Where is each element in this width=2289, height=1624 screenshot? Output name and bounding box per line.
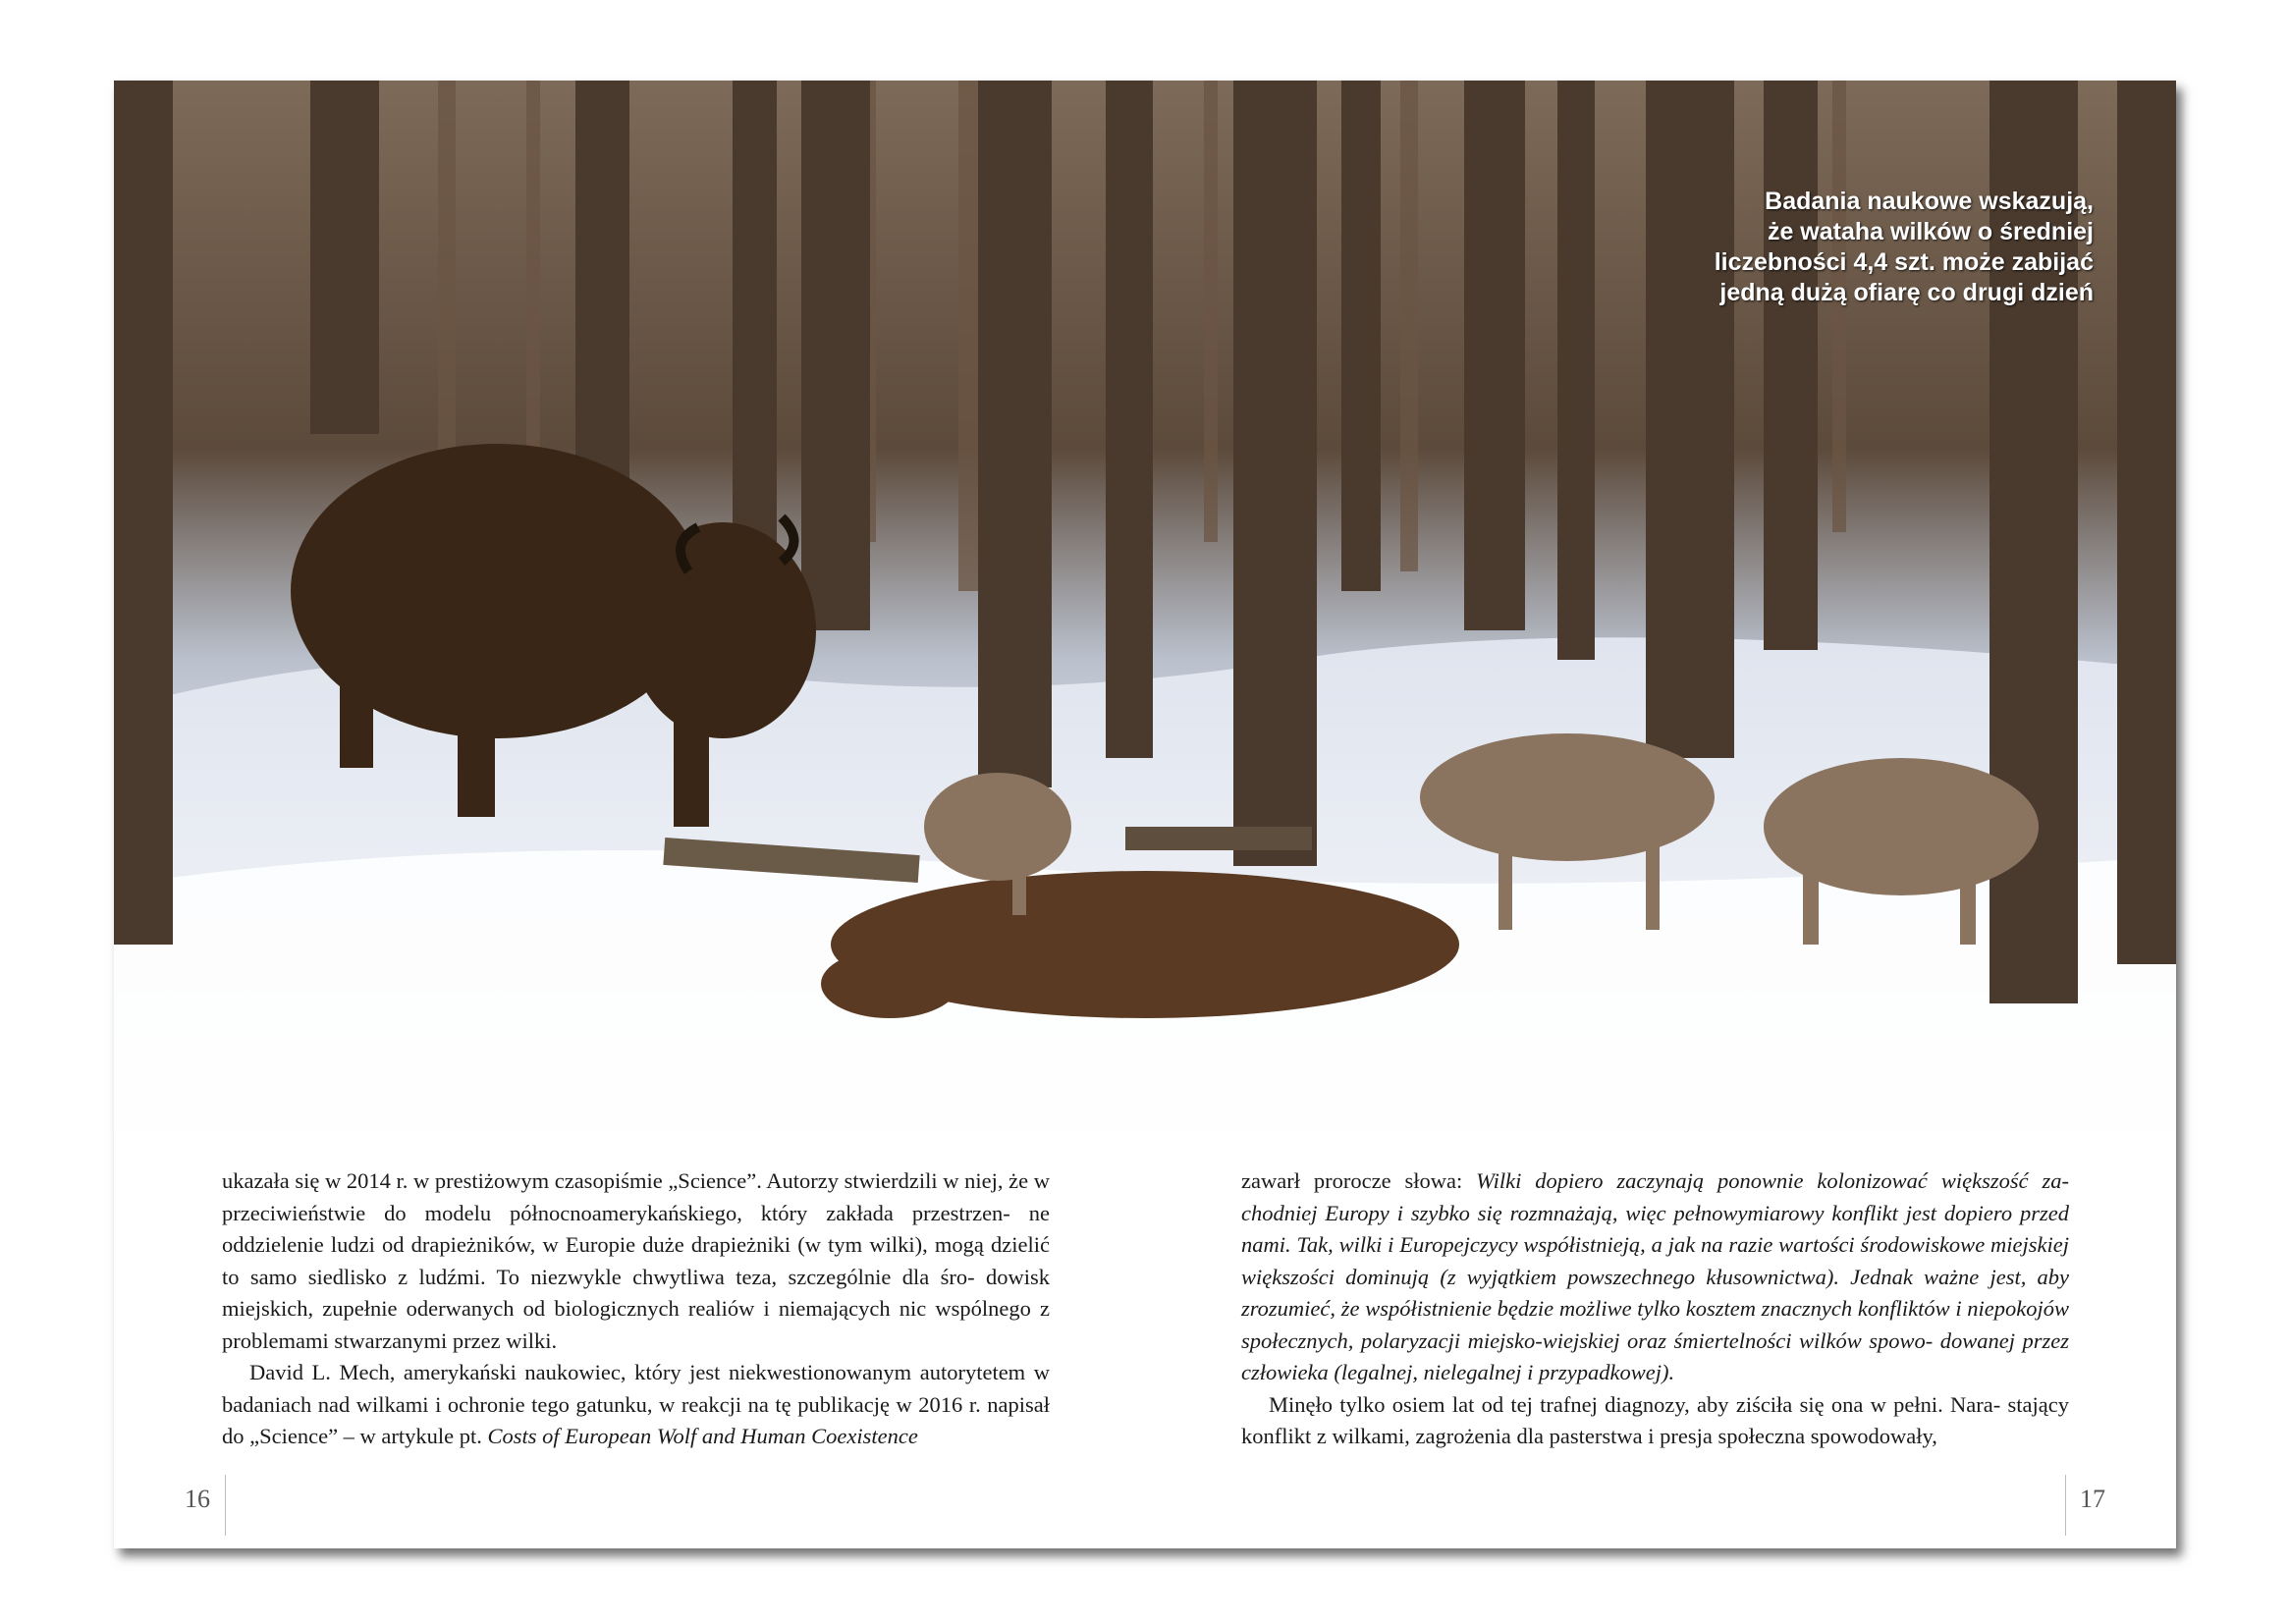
paragraph: [1241, 1165, 2069, 1389]
paragraph: [222, 1357, 1050, 1453]
quote-line: chodniej Europy i szybko się rozmnażają, więc pełnowymiarowy konflikt jest dopiero: [1241, 1200, 2013, 1225]
quote-line: Wilki dopiero zaczynają ponownie kolonizować większość za-: [1476, 1168, 2069, 1193]
right-page-text: [1241, 1165, 2069, 1453]
book-spread: [114, 81, 2176, 1548]
quote-line: miejskiej większości dominują (z wyjątkiem powszechnego kłusownictwa). Jednak ważne: [1241, 1232, 2069, 1289]
text-line: Minęło tylko osiem lat od tej trafnej diagnozy, aby ziściła się ona w pełni. Nara-: [1269, 1391, 2001, 1417]
text-line: dowisk miejskich, zupełnie oderwanych od biologicznych realiów i niemających nic: [222, 1264, 1051, 1321]
photo-credit: © adventure/Adobe Stock: [161, 980, 173, 1104]
text-line: zawarł prorocze słowa:: [1241, 1168, 1477, 1193]
text-line: że w przeciwieństwie do modelu północnoamerykańskiego, który zakłada przestrzen-: [222, 1168, 1050, 1225]
quote-line: przed nami. Tak, wilki i Europejczycy współistnieją, a jak na razie wartości środowiskowe: [1241, 1200, 2069, 1257]
quote-line: dowanej przez człowieka (legalnej, nielegalnej i przypadkowej).: [1241, 1327, 2070, 1384]
page-number-left: 16: [185, 1485, 210, 1513]
article-title: Costs of European Wolf and Human Coexistence: [487, 1424, 918, 1448]
text-line: dzielić to samo siedlisko z ludźmi. To niezwykle chwytliwa teza, szczególnie dla śro-: [222, 1232, 1051, 1289]
text-line: David L. Mech, amerykański naukowiec, który jest niekwestionowanym autorytetem: [249, 1360, 1026, 1384]
text-line: ukazała się w 2014 r. w prestiżowym czasopiśmie „Science”. Autorzy stwierdzili w niej,: [222, 1168, 1004, 1193]
right-page-rule: [2065, 1475, 2066, 1536]
text-line: stający konflikt z wilkami, zagrożenia dla pasterstwa i presja społeczna spowodowały,: [1241, 1391, 2069, 1448]
text-line: ne oddzielenie ludzi od drapieżników, w Europie duże drapieżniki (w tym wilki), mogą: [222, 1200, 1051, 1257]
quote-line: jest, aby zrozumieć, że współistnienie będzie możliwe tylko kosztem znacznych konfliktów: [1241, 1264, 2070, 1321]
paragraph: [1241, 1389, 2069, 1453]
left-page-rule: [225, 1475, 226, 1536]
quote-line: i niepokojów społecznych, polaryzacji miejsko-wiejskiej oraz śmiertelności wilków spowo-: [1241, 1296, 2070, 1353]
photo-caption: Badania naukowe wskazują, że wataha wilków o średniej liczebności 4,4 szt. może zabijać jedną dużą ofiarę co drugi dzień: [1714, 188, 2094, 306]
paragraph: [222, 1165, 1050, 1357]
text-line: wspólnego z problemami stwarzanymi przez wilki.: [222, 1296, 1050, 1353]
page-number-right: 17: [2080, 1485, 2105, 1513]
text-line: napisał do „Science” – w artykule pt.: [222, 1391, 1051, 1448]
left-page-text: [222, 1165, 1050, 1453]
photo-bison-wolves: [114, 81, 2176, 1131]
text-line: w badaniach nad wilkami i ochronie tego gatunku, w reakcji na tę publikację w 2016 r.: [222, 1360, 1051, 1417]
